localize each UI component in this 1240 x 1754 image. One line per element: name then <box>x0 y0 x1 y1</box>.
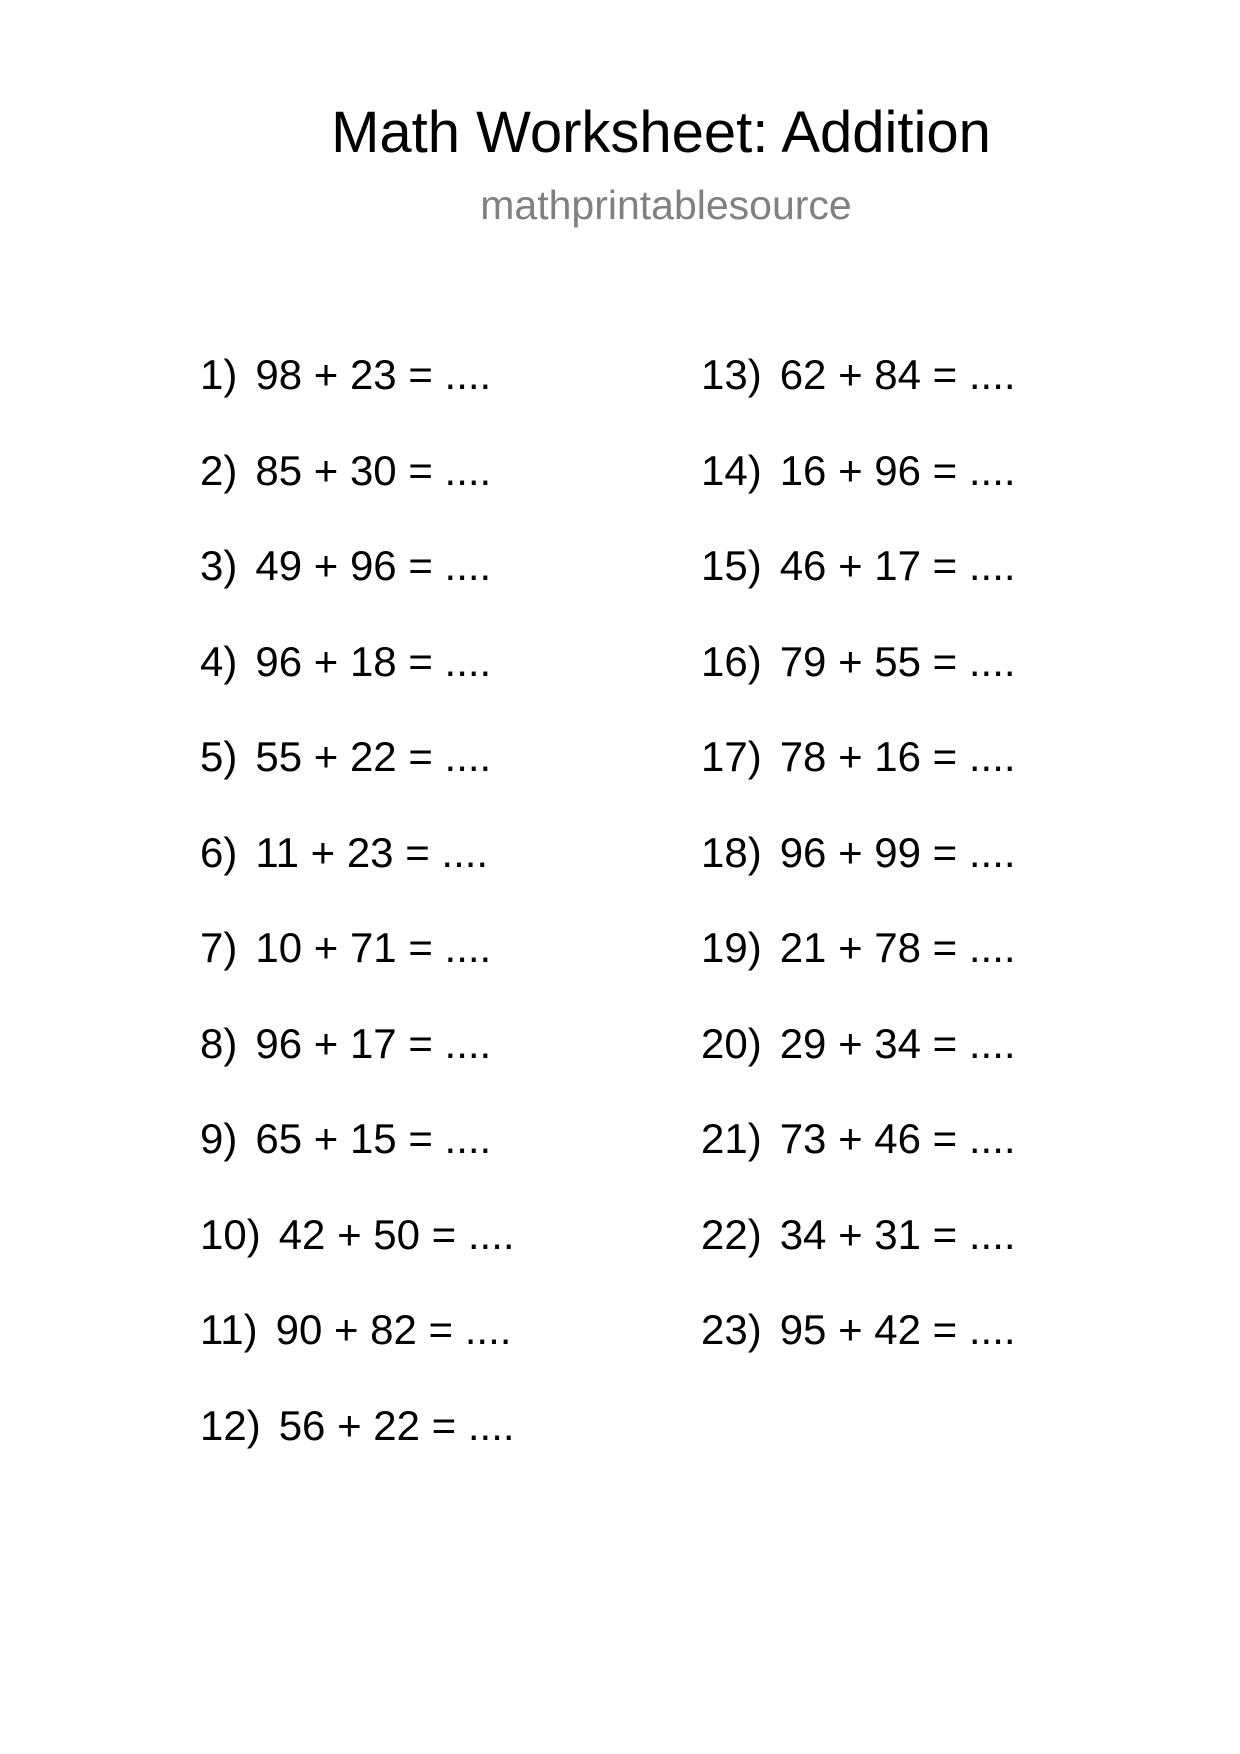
problem-expression: 79 + 55 = .... <box>779 637 1016 685</box>
problem-11 <box>200 1305 515 1401</box>
problem-expression: 95 + 42 = .... <box>779 1306 1016 1353</box>
problem-12 <box>200 1401 515 1497</box>
problem-number: 10) <box>200 1210 261 1258</box>
problem-number: 22) <box>701 1210 762 1258</box>
problem-number: 2) <box>200 446 238 494</box>
problem-expression: 96 + 18 = .... <box>255 637 492 685</box>
problem-expression: 96 + 17 = .... <box>255 1019 492 1067</box>
problem-number: 20) <box>701 1019 762 1067</box>
problem-5 <box>200 732 515 828</box>
problem-19 <box>701 923 1016 1019</box>
problem-number: 11) <box>200 1306 258 1353</box>
problem-13 <box>701 350 1016 446</box>
problem-number: 3) <box>200 542 238 589</box>
problem-20 <box>701 1019 1016 1115</box>
problem-expression: 42 + 50 = .... <box>278 1210 515 1258</box>
problem-17 <box>701 732 1016 828</box>
problem-expression: 11 + 23 = .... <box>255 828 489 876</box>
problem-number: 18) <box>701 828 762 876</box>
problem-expression: 34 + 31 = .... <box>779 1210 1016 1258</box>
problem-expression: 46 + 17 = .... <box>779 542 1016 589</box>
problem-10 <box>200 1210 515 1306</box>
problem-1 <box>200 350 515 446</box>
problem-number: 23) <box>701 1306 762 1353</box>
problem-column-right <box>701 350 1016 1401</box>
problem-number: 14) <box>701 446 762 494</box>
problem-expression: 96 + 99 = .... <box>779 828 1016 876</box>
problem-number: 7) <box>200 924 238 971</box>
problem-number: 21) <box>701 1115 762 1162</box>
worksheet-title: Math Worksheet: Addition <box>331 100 991 165</box>
problem-number: 15) <box>701 542 762 589</box>
problem-14 <box>701 446 1016 542</box>
problem-6 <box>200 828 515 924</box>
problem-expression: 10 + 71 = .... <box>255 924 492 971</box>
problem-number: 19) <box>701 924 762 971</box>
problem-column-left <box>200 350 515 1496</box>
problem-number: 1) <box>200 351 238 398</box>
problem-8 <box>200 1019 515 1115</box>
problem-expression: 65 + 15 = .... <box>255 1115 492 1162</box>
problem-expression: 56 + 22 = .... <box>278 1401 515 1449</box>
problem-9 <box>200 1114 515 1210</box>
problem-number: 17) <box>701 733 762 780</box>
problem-expression: 98 + 23 = .... <box>255 351 492 398</box>
problem-number: 13) <box>701 351 762 398</box>
problem-4 <box>200 637 515 733</box>
problem-expression: 49 + 96 = .... <box>255 542 492 589</box>
problem-23 <box>701 1305 1016 1401</box>
problem-expression: 90 + 82 = .... <box>275 1306 512 1353</box>
problem-18 <box>701 828 1016 924</box>
problem-expression: 55 + 22 = .... <box>255 733 492 780</box>
problem-15 <box>701 541 1016 637</box>
problem-number: 6) <box>200 828 238 876</box>
worksheet-source: mathprintablesource <box>480 182 852 228</box>
problem-number: 4) <box>200 637 238 685</box>
problem-2 <box>200 446 515 542</box>
problem-16 <box>701 637 1016 733</box>
problem-21 <box>701 1114 1016 1210</box>
problem-number: 16) <box>701 637 762 685</box>
problem-number: 9) <box>200 1115 238 1162</box>
problem-3 <box>200 541 515 637</box>
problem-expression: 85 + 30 = .... <box>255 446 492 494</box>
problem-expression: 16 + 96 = .... <box>779 446 1016 494</box>
problem-number: 12) <box>200 1401 261 1449</box>
problem-7 <box>200 923 515 1019</box>
problem-22 <box>701 1210 1016 1306</box>
problem-expression: 62 + 84 = .... <box>779 351 1016 398</box>
problem-expression: 73 + 46 = .... <box>779 1115 1016 1162</box>
problem-number: 5) <box>200 733 238 780</box>
problem-expression: 21 + 78 = .... <box>779 924 1016 971</box>
problem-expression: 78 + 16 = .... <box>779 733 1016 780</box>
problem-expression: 29 + 34 = .... <box>779 1019 1016 1067</box>
problem-number: 8) <box>200 1019 238 1067</box>
